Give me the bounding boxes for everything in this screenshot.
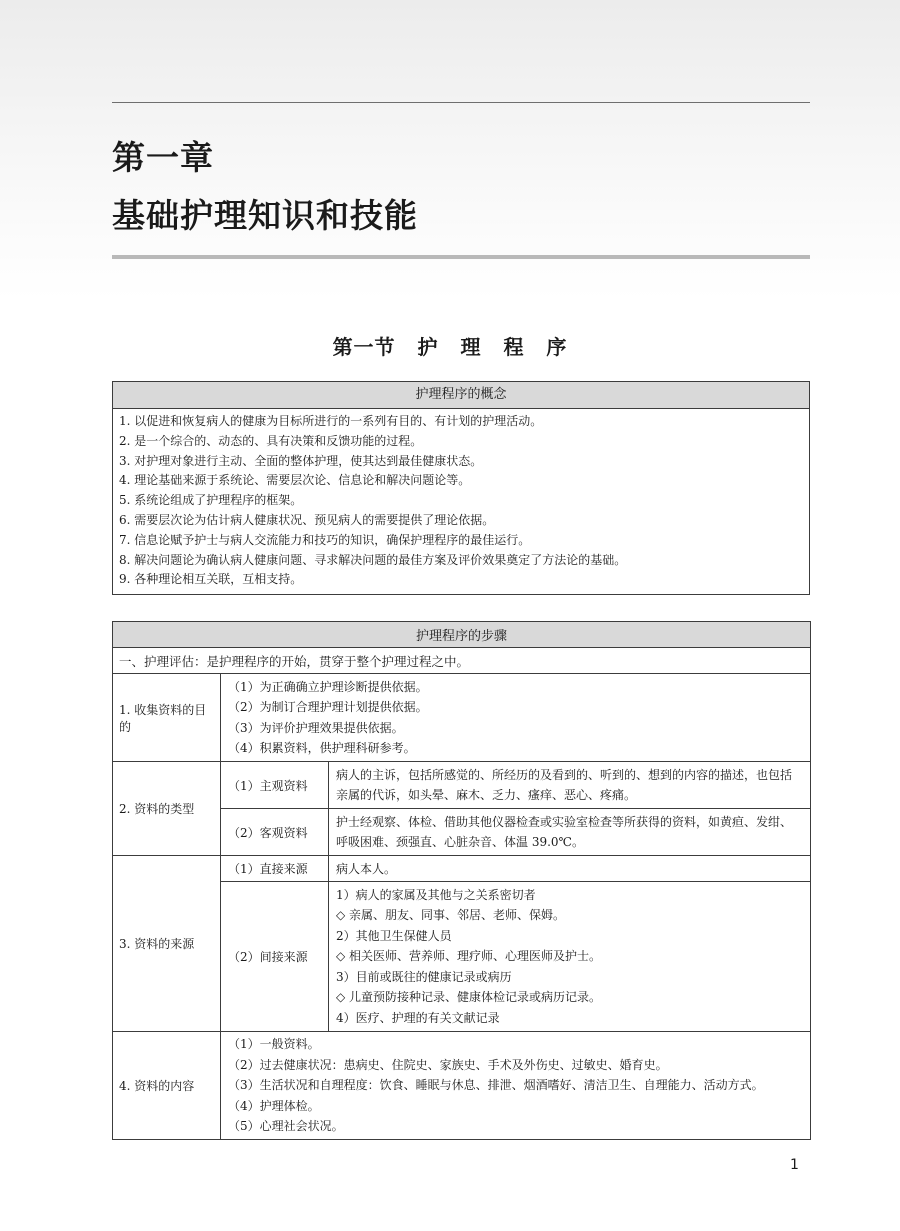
list-item: 2. 是一个综合的、动态的、具有决策和反馈功能的过程。	[119, 433, 423, 448]
concept-box	[112, 381, 810, 595]
steps-table	[112, 621, 811, 1140]
indirect-source-cell	[329, 882, 811, 1032]
subjective-label: （1）主观资料	[221, 762, 329, 809]
list-item: 3）目前或既往的健康记录或病历	[336, 969, 512, 984]
list-item: ◇ 亲属、朋友、同事、邻居、老师、保姆。	[336, 908, 566, 923]
list-item: （2）为制订合理护理计划提供依据。	[228, 700, 428, 714]
list-item: 2）其他卫生保健人员	[336, 928, 452, 943]
list-item: 8. 解决问题论为确认病人健康问题、寻求解决问题的最佳方案及评价效果奠定了方法论的基础。	[119, 552, 627, 567]
list-item: （2）过去健康状况：患病史、住院史、家族史、手术及外伤史、过敏史、婚育史。	[228, 1057, 668, 1072]
objective-label: （2）客观资料	[221, 809, 329, 856]
content-label: 4. 资料的内容	[113, 1032, 221, 1140]
assessment-row: 一、护理评估：是护理程序的开始，贯穿于整个护理过程之中。	[113, 648, 811, 674]
list-item: ◇ 儿童预防接种记录、健康体检记录或病历记录。	[336, 990, 602, 1005]
purpose-label: 1. 收集资料的目的	[113, 674, 221, 762]
list-item: （5）心理社会状况。	[228, 1119, 344, 1134]
list-item: 4. 理论基础来源于系统论、需要层次论、信息论和解决问题论等。	[119, 473, 471, 488]
sources-label: 3. 资料的来源	[113, 856, 221, 1032]
list-item: （1）一般资料。	[228, 1037, 320, 1052]
purpose-cell	[221, 674, 811, 762]
list-item: 3. 对护理对象进行主动、全面的整体护理，使其达到最佳健康状态。	[119, 453, 483, 468]
section-title: 第一节 护 理 程 序	[332, 335, 568, 359]
direct-source-text: 病人本人。	[329, 856, 811, 882]
list-item: ◇ 相关医师、营养师、理疗师、心理医师及护士。	[336, 949, 602, 964]
list-item: （4）护理体检。	[228, 1098, 320, 1113]
list-item: （3）为评价护理效果提供依据。	[228, 720, 404, 735]
list-item: 7. 信息论赋予护士与病人交流能力和技巧的知识，确保护理程序的最佳运行。	[119, 532, 531, 547]
types-label: 2. 资料的类型	[113, 762, 221, 856]
list-item: （1）为正确确立护理诊断提供依据。	[228, 679, 428, 694]
subjective-text: 病人的主诉，包括所感觉的、所经历的及看到的、听到的、想到的内容的描述，也包括亲属的代诉，如头晕、麻木、乏力、瘙痒、恶心、疼痛。	[329, 762, 811, 809]
objective-text: 护士经观察、体检、借助其他仪器检查或实验室检查等所获得的资料，如黄疸、发绀、呼吸困难、颈强直、心脏杂音、体温 39.0℃。	[329, 809, 811, 856]
direct-source-label: （1）直接来源	[221, 856, 329, 882]
chapter-title: 基础护理知识和技能	[112, 196, 418, 235]
content-cell	[221, 1032, 811, 1140]
steps-heading: 护理程序的步骤	[113, 622, 811, 648]
list-item: 5. 系统论组成了护理程序的框架。	[119, 493, 303, 508]
list-item: （4）积累资料，供护理科研参考。	[228, 741, 416, 755]
list-item: 1. 以促进和恢复病人的健康为目标所进行的一系列有目的、有计划的护理活动。	[119, 414, 543, 428]
concept-heading: 护理程序的概念	[113, 382, 809, 409]
list-item: 6. 需要层次论为估计病人健康状况、预见病人的需要提供了理论依据。	[119, 512, 495, 527]
indirect-source-label: （2）间接来源	[221, 882, 329, 1032]
page-number: 1	[790, 1157, 799, 1173]
header-top-rule	[112, 102, 810, 103]
list-item: 4）医疗、护理的有关文献记录	[336, 1010, 500, 1025]
list-item: （3）生活状况和自理程度：饮食、睡眠与休息、排泄、烟酒嗜好、清洁卫生、自理能力、活动方式。	[228, 1078, 764, 1093]
list-item: 1）病人的家属及其他与之关系密切者	[336, 887, 536, 902]
concept-list	[113, 409, 809, 594]
list-item: 9. 各种理论相互关联，互相支持。	[119, 572, 303, 587]
header-bottom-rule	[112, 255, 810, 259]
chapter-number: 第一章	[112, 138, 214, 177]
